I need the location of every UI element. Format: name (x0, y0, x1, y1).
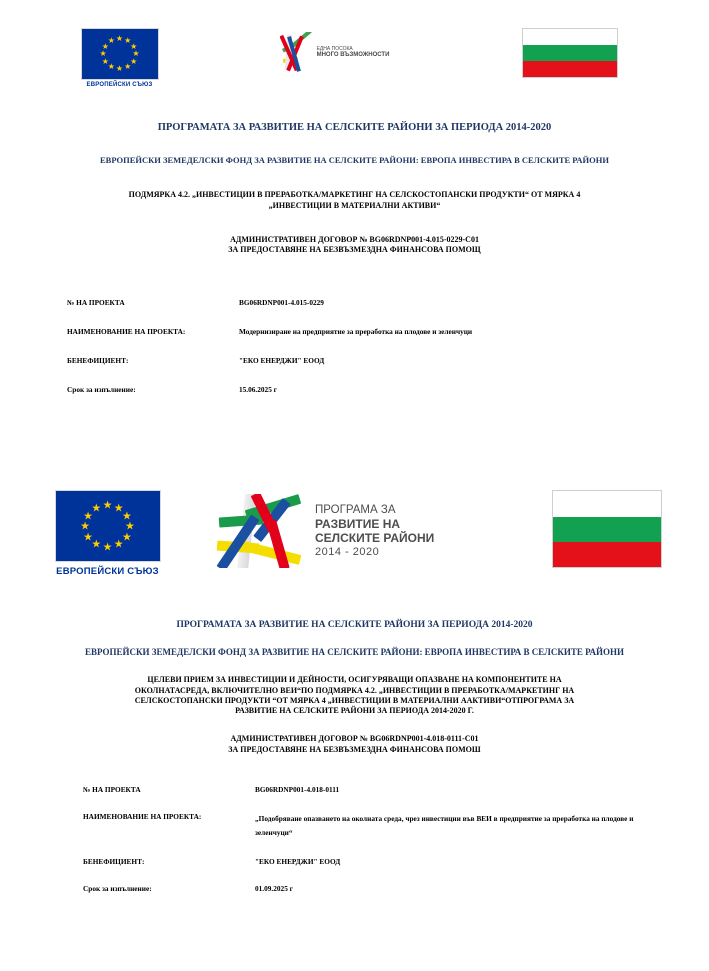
poster1-contract-line2: ЗА ПРЕДОСТАВЯНЕ НА БЕЗВЪЗМЕЗДНА ФИНАНСОВА ПОМОЩ (228, 245, 481, 255)
field-label-deadline: Срок за изпълнение: (83, 884, 152, 894)
poster1-measure-line2: „ИНВЕСТИЦИИ В МАТЕРИАЛНИ АКТИВИ“ (268, 200, 441, 210)
one-direction-line2: МНОГО ВЪЗМОЖНОСТИ (316, 52, 390, 59)
poster-prsr-4015-0229 (0, 0, 709, 394)
poster2-fields (0, 785, 709, 893)
prsr-logo-line1: ПРОГРАМА ЗА (315, 503, 396, 516)
eu-star-icon: ★ (130, 41, 138, 51)
flag-band-white (553, 491, 661, 516)
field-label-project-name: НАИМЕНОВАНИЕ НА ПРОЕКТА: (83, 812, 202, 822)
one-direction-logo (280, 32, 390, 74)
prsr-logo-line2: РАЗВИТИЕ НА (315, 516, 401, 531)
poster2-contract-line1: АДМИНИСТРАТИВЕН ДОГОВОР № BG06RDNP001-4.018-0111-С01 (230, 733, 479, 743)
eu-star-icon: ★ (102, 540, 113, 554)
poster1-contract-block (0, 235, 709, 257)
eu-flag-caption: ЕВРОПЕЙСКИ СЪЮЗ (86, 82, 153, 88)
field-label-project-number: № НА ПРОЕКТА (67, 298, 125, 308)
field-value-beneficiary: "ЕКО ЕНЕРДЖИ" ЕООД (239, 356, 325, 366)
poster1-contract-line1: АДМИНИСТРАТИВЕН ДОГОВОР № BG06RDNP001-4.015-0229-С01 (230, 234, 479, 244)
field-row (67, 385, 709, 394)
field-value-deadline: 15.06.2025 г (239, 385, 277, 395)
field-row (67, 327, 709, 336)
poster1-measure-block (0, 190, 709, 212)
eu-star-icon: ★ (124, 36, 132, 45)
poster2-bg-flag-slot (505, 490, 709, 568)
field-label-deadline: Срок за изпълнение: (67, 385, 136, 395)
poster1-logo-row (0, 28, 709, 86)
poster-prsr-4018-0111 (0, 490, 709, 893)
prsr-logo-line4: 2014 - 2020 (315, 546, 380, 559)
eu-star-icon: ★ (122, 509, 132, 523)
poster1-bg-flag-slot (470, 28, 670, 78)
eu-star-icon: ★ (83, 509, 93, 523)
eu-star-icon: ★ (115, 34, 124, 43)
eu-flag-logo (55, 490, 161, 577)
eu-star-icon: ★ (101, 56, 109, 66)
eu-flag-logo (81, 28, 159, 88)
poster2-contract-block (0, 734, 709, 756)
field-row (83, 785, 709, 794)
eu-star-icon: ★ (113, 501, 124, 515)
field-label-beneficiary: БЕНЕФИЦИЕНТ: (67, 356, 129, 366)
eu-star-icon: ★ (107, 36, 115, 45)
field-row (83, 884, 709, 893)
eu-star-icon: ★ (132, 49, 140, 58)
flag-bulgaria-icon (522, 28, 618, 78)
flag-band-green (523, 45, 617, 61)
eu-star-icon: ★ (124, 61, 132, 71)
eu-star-icon: ★ (107, 61, 115, 71)
field-row (83, 857, 709, 866)
poster2-scheme-line1: ЦЕЛЕВИ ПРИЕМ ЗА ИНВЕСТИЦИИ И ДЕЙНОСТИ, ОСИГУРЯВАЩИ ОПАЗВАНЕ НА КОМПОНЕНТИТЕ НА (147, 675, 562, 685)
poster1-measure-line1: ПОДМЯРКА 4.2. „ИНВЕСТИЦИИ В ПРЕРАБОТКА/МАРКЕТИНГ НА СЕЛСКОСТОПАНСКИ ПРОДУКТИ“ ОТ МЯРКА 4 (128, 190, 581, 199)
poster1-program-heading: ПРОГРАМАТА ЗА РАЗВИТИЕ НА СЕЛСКИТЕ РАЙОНИ ЗА ПЕРИОДА 2014-2020 (157, 122, 552, 133)
eu-star-icon: ★ (91, 501, 102, 515)
flag-bulgaria-icon (552, 490, 662, 568)
field-label-beneficiary: БЕНЕФИЦИЕНТ: (83, 857, 145, 867)
poster2-contract-line2: ЗА ПРЕДОСТАВЯНЕ НА БЕЗВЪЗМЕЗДНА ФИНАНСОВА ПОМОШ (228, 744, 481, 754)
field-label-project-name: НАИМЕНОВАНИЕ НА ПРОЕКТА: (67, 327, 186, 337)
flag-band-white (523, 29, 617, 45)
poster2-eu-logo-slot (0, 490, 215, 577)
poster2-scheme-line3: СЕЛСКОСТОПАНСКИ ПРОДУКТИ “ОТ МЯРКА 4 „ИНВЕСТИЦИИ В МАТЕРИАЛНИ ААКТИВИ“ОТПРОГРАМА ЗА (134, 696, 575, 706)
eu-star-icon: ★ (113, 537, 124, 551)
poster2-logo-row (0, 490, 709, 590)
field-value-project-name: „Подобряване опазването на околната среда, чрез инвестиции във ВЕИ в предприятие за преработка на плодове и зеленчуци“ (255, 814, 634, 837)
field-value-project-name: Модернизиране на предприятие за преработка на плодове и зеленчуци (239, 327, 473, 337)
field-value-project-number: BG06RDNP001-4.015-0229 (239, 298, 324, 308)
one-direction-line1: ЕДНА ПОСОКА (316, 46, 353, 53)
eu-star-icon: ★ (115, 64, 124, 73)
eu-star-icon: ★ (122, 530, 132, 544)
eu-star-icon: ★ (91, 537, 102, 551)
poster2-scheme-line2: ОКОЛНАТАСРЕДА, ВКЛЮЧИТЕЛНО ВЕИ“ПО ПОДМЯРКА 4.2. „ИНВЕСТИЦИИ В ПРЕРАБОТКА/МАРКЕТИНГ НА (134, 685, 575, 695)
prsr-logo-line3: СЕЛСКИТЕ РАЙОНИ (315, 531, 435, 546)
poster2-scheme-line4: РАЗВИТИЕ НА СЕЛСКИТЕ РАЙОНИ ЗА ПЕРИОДА 2014-2020 Г. (235, 706, 474, 716)
eu-star-icon: ★ (80, 519, 90, 533)
poster1-fund-heading: ЕВРОПЕЙСКИ ЗЕМЕДЕЛСКИ ФОНД ЗА РАЗВИТИЕ НА СЕЛСКИТЕ РАЙОНИ: ЕВРОПА ИНВЕСТИРА В СЕЛСКИТЕ РАЙОНИ (99, 155, 609, 165)
prsr-logo-text (315, 503, 434, 560)
xmark-ribbon-icon (215, 494, 307, 568)
poster1-eu-logo-slot (40, 28, 200, 88)
eu-star-icon: ★ (101, 41, 109, 51)
poster2-program-heading: ПРОГРАМАТА ЗА РАЗВИТИЕ НА СЕЛСКИТЕ РАЙОНИ ЗА ПЕРИОДА 2014-2020 (176, 620, 533, 631)
eu-star-icon: ★ (125, 519, 135, 533)
eu-star-icon: ★ (130, 56, 138, 66)
eu-star-icon: ★ (102, 498, 113, 512)
poster2-fund-heading: ЕВРОПЕЙСКИ ЗЕМЕДЕЛСКИ ФОНД ЗА РАЗВИТИЕ НА СЕЛСКИТЕ РАЙОНИ: ЕВРОПА ИНВЕСТИРА В СЕЛСКИТЕ РАЙОНИ (85, 647, 624, 658)
eu-star-icon: ★ (99, 49, 107, 58)
eu-star-icon: ★ (83, 530, 93, 544)
field-row (67, 298, 709, 307)
field-label-project-number: № НА ПРОЕКТА (83, 785, 141, 795)
eu-flag-caption: ЕВРОПЕЙСКИ СЪЮЗ (56, 566, 159, 578)
field-row (83, 812, 709, 839)
xmark-ribbon-icon (280, 32, 314, 74)
flag-band-green (553, 517, 661, 542)
eu-flag-icon (55, 490, 161, 562)
poster2-prsr-logo-slot (215, 490, 505, 568)
flag-band-red (553, 542, 661, 567)
poster1-center-logo-slot (200, 28, 470, 74)
field-value-beneficiary: "ЕКО ЕНЕРДЖИ" ЕООД (255, 857, 341, 867)
field-value-project-number: BG06RDNP001-4.018-0111 (255, 785, 340, 795)
field-value-deadline: 01.09.2025 г (255, 884, 293, 894)
poster2-scheme-block (0, 675, 709, 717)
poster1-fields (0, 298, 709, 394)
eu-flag-icon (81, 28, 159, 80)
flag-band-red (523, 61, 617, 77)
field-row (67, 356, 709, 365)
